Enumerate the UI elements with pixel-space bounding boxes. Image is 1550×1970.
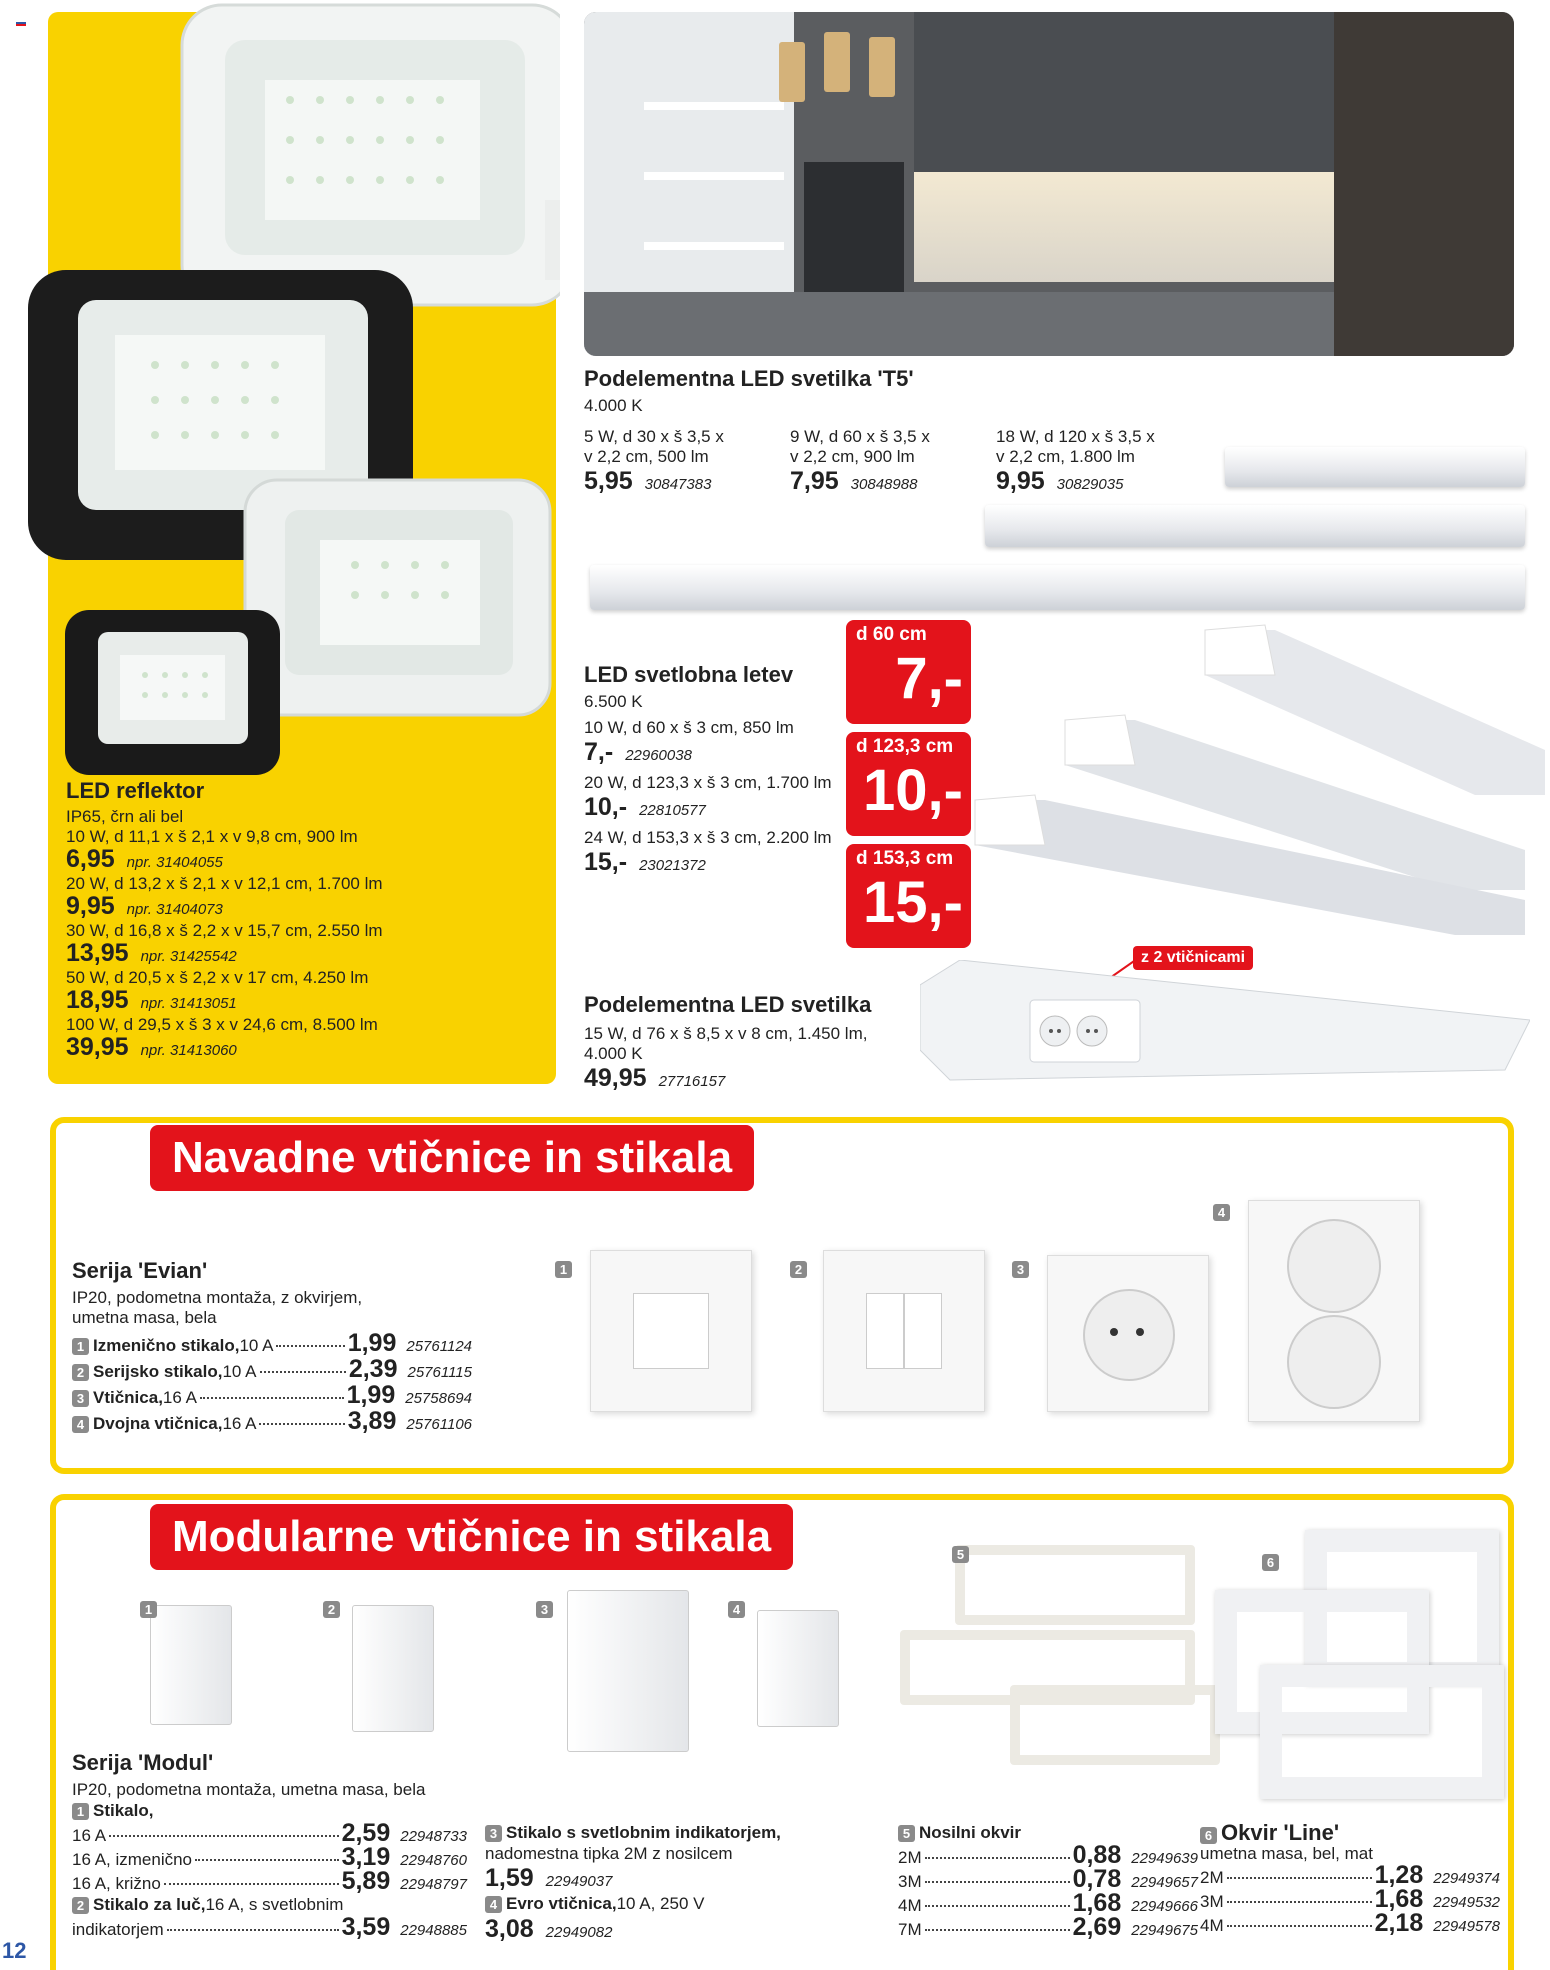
evian-item-price: 3,89 (347, 1407, 397, 1435)
nosilni-okvir-row (898, 1865, 1198, 1893)
col1-last-price: 3,59 (341, 1913, 391, 1941)
dots (200, 1397, 344, 1399)
nosilni-okvir-row-code: 22949639 (1131, 1850, 1198, 1867)
kitchen-photo (584, 12, 1514, 356)
badge: 6 (1200, 1827, 1217, 1844)
reflector-price-row (66, 939, 546, 968)
okvir-line-row (1200, 1909, 1500, 1937)
dots (195, 1859, 339, 1861)
evian-item (72, 1355, 472, 1384)
reflector-code: npr. 31404055 (126, 854, 223, 871)
modul-info (72, 1750, 472, 1800)
page-number: 12 (2, 1938, 27, 1963)
letev-price: 10,- (584, 793, 628, 821)
reflector-price: 18,95 (66, 986, 129, 1014)
modul-col2 (485, 1822, 815, 1944)
evian-item-size: 10 A (222, 1362, 257, 1381)
t5-subtitle: 4.000 K (584, 396, 643, 415)
letev-code: 22960038 (625, 747, 692, 764)
letev-price-row (584, 738, 854, 767)
t5-item (790, 427, 990, 496)
col3-head: Nosilni okvir (919, 1823, 1022, 1842)
t5-spec2: v 2,2 cm, 900 lm (790, 447, 915, 466)
t5-spec1: 9 W, d 60 x š 3,5 x (790, 427, 930, 446)
col1-head2b: 16 A, s svetlobnim (205, 1895, 344, 1914)
t5-code: 30829035 (1056, 476, 1124, 493)
stikalo-row-code: 22948760 (400, 1852, 467, 1869)
badge: 1 (72, 1338, 89, 1355)
evian-item-size: 16 A (162, 1388, 197, 1407)
okvir-line-row-code: 22949532 (1433, 1894, 1500, 1911)
reflector-spec: 10 W, d 11,1 x š 2,1 x v 9,8 cm, 900 lm (66, 827, 358, 846)
col1-head2: Stikalo za luč, (93, 1895, 206, 1914)
evian-item-name: Dvojna vtičnica, (93, 1414, 223, 1433)
col1-rows (72, 1819, 467, 1895)
col2-head4: Evro vtičnica, (506, 1894, 617, 1913)
nosilni-okvir-row-price: 0,78 (1072, 1865, 1122, 1893)
evian-desc2: umetna masa, bela (72, 1308, 217, 1327)
col2-desc3: nadomestna tipka 2M z nosilcem (485, 1844, 733, 1863)
evian-item-code: 25761124 (406, 1338, 472, 1355)
reflector-desc: IP65, črn ali bel (66, 807, 184, 826)
letev-code: 23021372 (639, 857, 706, 874)
dots (260, 1371, 346, 1373)
stikalo-row-price: 2,59 (341, 1819, 391, 1847)
dots (1227, 1877, 1372, 1879)
evian-item-name: Izmenično stikalo, (93, 1336, 240, 1355)
nosilni-okvir-row (898, 1913, 1198, 1941)
okvir-line-row (1200, 1861, 1500, 1889)
dots (925, 1881, 1070, 1883)
dots (164, 1883, 339, 1885)
dots (925, 1929, 1070, 1931)
okvir-line-row-label: 3M (1200, 1892, 1224, 1911)
evian-item-code: 25761115 (407, 1364, 472, 1381)
letev-list (584, 718, 854, 877)
nosilni-okvir-row-label: 2M (898, 1848, 922, 1867)
badge: 3 (485, 1825, 502, 1842)
letev-spec: 10 W, d 60 x š 3 cm, 850 lm (584, 718, 794, 737)
col2-price4: 3,08 (485, 1915, 534, 1943)
nosilni-okvir-row-code: 22949675 (1131, 1922, 1198, 1939)
letev-spec: 24 W, d 153,3 x š 3 cm, 2.200 lm (584, 828, 832, 847)
letev-big-price (846, 732, 971, 836)
big-price-value: 10,- (863, 758, 963, 823)
reflector-price-row (66, 845, 546, 874)
dots (925, 1905, 1070, 1907)
stikalo-row (72, 1819, 467, 1847)
badge: 5 (898, 1825, 915, 1842)
col1-head1: Stikalo, (93, 1801, 154, 1820)
reflector-spec: 100 W, d 29,5 x š 3 x v 24,6 cm, 8.500 lm (66, 1015, 378, 1034)
image-badge: 3 (1012, 1261, 1029, 1278)
dots (259, 1423, 344, 1425)
stikalo-row-price: 3,19 (341, 1843, 391, 1871)
col4-desc: umetna masa, bel, mat (1200, 1844, 1373, 1863)
evian-list (72, 1329, 472, 1436)
pendant-lamp (779, 42, 805, 102)
modul-col4 (1200, 1822, 1500, 1936)
modul-desc: IP20, podometna montaža, umetna masa, bela (72, 1780, 426, 1799)
image-badge: 1 (140, 1601, 157, 1618)
badge: 2 (72, 1364, 89, 1381)
nosilni-okvir-row-code: 22949657 (1131, 1874, 1198, 1891)
t5-price-row (584, 467, 784, 496)
col2-code4: 22949082 (545, 1924, 613, 1941)
t5-price: 5,95 (584, 467, 633, 495)
t5-item (584, 427, 784, 496)
stikalo-row-price: 5,89 (341, 1867, 391, 1895)
evian-item-price: 1,99 (347, 1329, 397, 1357)
modul-col1 (72, 1800, 467, 1940)
kitchen-cabinets-upper (914, 12, 1334, 172)
col1-last-label: indikatorjem (72, 1920, 164, 1939)
evian-series: Serija 'Evian' (72, 1258, 208, 1283)
podelementna-section (584, 992, 914, 1093)
evian-item (72, 1381, 472, 1410)
t5-code: 30848988 (850, 476, 918, 493)
badge: 4 (485, 1896, 502, 1913)
letev-price-row (584, 848, 854, 877)
col2-code3: 22949037 (545, 1873, 613, 1890)
t5-code: 30847383 (644, 476, 712, 493)
reflector-code: npr. 31425542 (140, 948, 237, 965)
col3-rows (898, 1841, 1198, 1941)
kitchen-shelf (644, 102, 784, 110)
image-badge: 2 (790, 1261, 807, 1278)
navadne-banner: Navadne vtičnice in stikala (150, 1125, 754, 1191)
t5-spec1: 5 W, d 30 x š 3,5 x (584, 427, 724, 446)
image-badge: 4 (728, 1601, 745, 1618)
reflector-spec: 20 W, d 13,2 x š 2,1 x v 12,1 cm, 1.700 lm (66, 874, 383, 893)
t5-spec2: v 2,2 cm, 1.800 lm (996, 447, 1135, 466)
okvir-line-row-label: 2M (1200, 1868, 1224, 1887)
podelementna-callout: z 2 vtičnicami (1133, 946, 1253, 970)
evian-item (72, 1329, 472, 1358)
kitchen-wine-rack (1334, 12, 1514, 356)
badge: 4 (72, 1416, 89, 1433)
okvir-line-row-price: 1,68 (1374, 1885, 1424, 1913)
reflector-price: 13,95 (66, 939, 129, 967)
kitchen-shelf (644, 172, 784, 180)
nosilni-okvir-row-price: 0,88 (1072, 1841, 1122, 1869)
image-badge: 4 (1213, 1204, 1230, 1221)
okvir-line-row-code: 22949578 (1433, 1918, 1500, 1935)
nosilni-okvir-row-label: 3M (898, 1872, 922, 1891)
stikalo-row-code: 22948733 (400, 1828, 467, 1845)
evian-item-price: 2,39 (348, 1355, 398, 1383)
okvir-line-row-price: 2,18 (1374, 1909, 1424, 1937)
podelementna-price: 49,95 (584, 1064, 647, 1092)
podelementna-spec2: 4.000 K (584, 1044, 643, 1063)
stikalo-row-label: 16 A, izmenično (72, 1850, 193, 1869)
t5-price: 9,95 (996, 467, 1045, 495)
reflector-price-row (66, 986, 546, 1015)
okvir-line-row-label: 4M (1200, 1916, 1224, 1935)
led-reflector-images (20, 0, 560, 780)
col4-rows (1200, 1861, 1500, 1937)
col2-head4b: 10 A, 250 V (616, 1894, 705, 1913)
evian-desc1: IP20, podometna montaža, z okvirjem, (72, 1288, 363, 1307)
reflector-code: npr. 31413060 (140, 1042, 237, 1059)
nosilni-okvir-row-price: 1,68 (1072, 1889, 1122, 1917)
pendant-lamp (824, 32, 850, 92)
col2-head3: Stikalo s svetlobnim indikatorjem, (506, 1823, 781, 1842)
dots (925, 1857, 1070, 1859)
letev-big-price (846, 844, 971, 948)
image-badge: 6 (1262, 1554, 1279, 1571)
t5-item (996, 427, 1196, 496)
reflector-info (66, 778, 546, 1062)
modul-euro-socket-image (757, 1610, 839, 1727)
image-badge: 2 (323, 1601, 340, 1618)
podelementna-title: Podelementna LED svetilka (584, 992, 872, 1017)
okvir-line-row-price: 1,28 (1374, 1861, 1424, 1889)
modul-indicator-switch-image (567, 1590, 689, 1752)
stikalo-row-label: 16 A (72, 1826, 107, 1845)
letev-title: LED svetlobna letev (584, 662, 794, 687)
evian-item (72, 1407, 472, 1436)
big-price-value: 7,- (895, 646, 963, 711)
letev-big-price (846, 620, 971, 724)
letev-spec: 20 W, d 123,3 x š 3 cm, 1.700 lm (584, 773, 832, 792)
stikalo-row-code: 22948797 (400, 1876, 467, 1893)
t5-tube-short (1225, 447, 1525, 487)
image-badge: 5 (952, 1546, 969, 1563)
modul-col3 (898, 1822, 1198, 1940)
podelementna-lamp-image (920, 960, 1530, 1085)
letev-subtitle: 6.500 K (584, 692, 643, 711)
col4-head: Okvir 'Line' (1221, 1820, 1340, 1845)
badge: 1 (72, 1803, 89, 1820)
col2-price3: 1,59 (485, 1864, 534, 1892)
nosilni-okvir-row (898, 1841, 1198, 1869)
nosilni-okvir-row-label: 4M (898, 1896, 922, 1915)
modul-switch-image (150, 1605, 232, 1725)
evian-info (72, 1258, 472, 1436)
okvir-line-row (1200, 1885, 1500, 1913)
reflector-price: 9,95 (66, 892, 115, 920)
image-badge: 3 (536, 1601, 553, 1618)
t5-title: Podelementna LED svetilka 'T5' (584, 366, 914, 391)
t5-spec2: v 2,2 cm, 500 lm (584, 447, 709, 466)
col1-last-code: 22948885 (400, 1922, 467, 1939)
evian-socket (1047, 1255, 1209, 1412)
reflector-price: 6,95 (66, 845, 115, 873)
evian-switch-single (590, 1250, 752, 1412)
reflector-spec: 50 W, d 20,5 x š 2,2 x v 17 cm, 4.250 lm (66, 968, 369, 987)
evian-item-name: Serijsko stikalo, (93, 1362, 223, 1381)
t5-spec1: 18 W, d 120 x š 3,5 x (996, 427, 1155, 446)
t5-section (584, 366, 1184, 416)
reflector-spec: 30 W, d 16,8 x š 2,2 x v 15,7 cm, 2.550 lm (66, 921, 383, 940)
reflector-black-small (65, 610, 280, 775)
podelementna-code: 27716157 (658, 1073, 726, 1090)
letev-section (584, 662, 854, 877)
podelementna-spec: 15 W, d 76 x š 8,5 x v 8 cm, 1.450 lm, (584, 1024, 868, 1043)
reflector-list (66, 827, 546, 1062)
t5-price-row (790, 467, 990, 496)
letev-code: 22810577 (639, 802, 706, 819)
evian-item-size: 16 A (222, 1414, 257, 1433)
dots (109, 1835, 339, 1837)
big-price-label: d 123,3 cm (856, 736, 954, 757)
kitchen-oven (804, 162, 904, 292)
t5-price: 7,95 (790, 467, 839, 495)
modularne-banner: Modularne vtičnice in stikala (150, 1504, 793, 1570)
letev-price: 7,- (584, 738, 614, 766)
okvir-line-row-code: 22949374 (1433, 1870, 1500, 1887)
letev-price-row (584, 793, 854, 822)
big-price-label: d 153,3 cm (856, 848, 954, 869)
evian-item-code: 25758694 (405, 1390, 472, 1407)
stikalo-row (72, 1843, 467, 1871)
kitchen-shelf (644, 242, 784, 250)
stikalo-row (72, 1867, 467, 1895)
letev-price: 15,- (584, 848, 628, 876)
reflector-price: 39,95 (66, 1033, 129, 1061)
modul-light-switch-image (352, 1605, 434, 1732)
reflector-title: LED reflektor (66, 778, 205, 803)
reflector-price-row (66, 1033, 546, 1062)
dots (1227, 1901, 1372, 1903)
stikalo-row-label: 16 A, križno (72, 1874, 161, 1893)
reflector-white-large (182, 5, 560, 305)
image-badge: 1 (555, 1261, 572, 1278)
nosilni-okvir-row-price: 2,69 (1072, 1913, 1122, 1941)
t5-price-row (996, 467, 1196, 496)
modul-series: Serija 'Modul' (72, 1750, 214, 1775)
t5-tube-long (590, 565, 1525, 610)
evian-item-size: 10 A (239, 1336, 274, 1355)
letev-tubes (965, 620, 1545, 940)
nosilni-okvir-row (898, 1889, 1198, 1917)
nosilni-okvir-image (895, 1520, 1200, 1760)
reflector-code: npr. 31413051 (140, 995, 237, 1012)
okvir-line-image (1215, 1515, 1500, 1775)
evian-item-code: 25761106 (406, 1416, 472, 1433)
reflector-price-row (66, 892, 546, 921)
pendant-lamp (869, 37, 895, 97)
badge: 3 (72, 1390, 89, 1407)
t5-tube-medium (985, 505, 1525, 547)
kitchen-light-glow (914, 172, 1334, 282)
nosilni-okvir-row-label: 7M (898, 1920, 922, 1939)
dots (1227, 1925, 1372, 1927)
reflector-code: npr. 31404073 (126, 901, 223, 918)
nosilni-okvir-row-code: 22949666 (1131, 1898, 1198, 1915)
big-price-value: 15,- (863, 870, 963, 935)
evian-double-socket (1248, 1200, 1420, 1422)
evian-item-price: 1,99 (346, 1381, 396, 1409)
evian-item-name: Vtičnica, (93, 1388, 163, 1407)
evian-switch-double (823, 1250, 985, 1412)
badge: 2 (72, 1897, 89, 1914)
reflector-white-medium (245, 480, 550, 715)
big-price-label: d 60 cm (856, 624, 927, 645)
dots (276, 1345, 344, 1347)
